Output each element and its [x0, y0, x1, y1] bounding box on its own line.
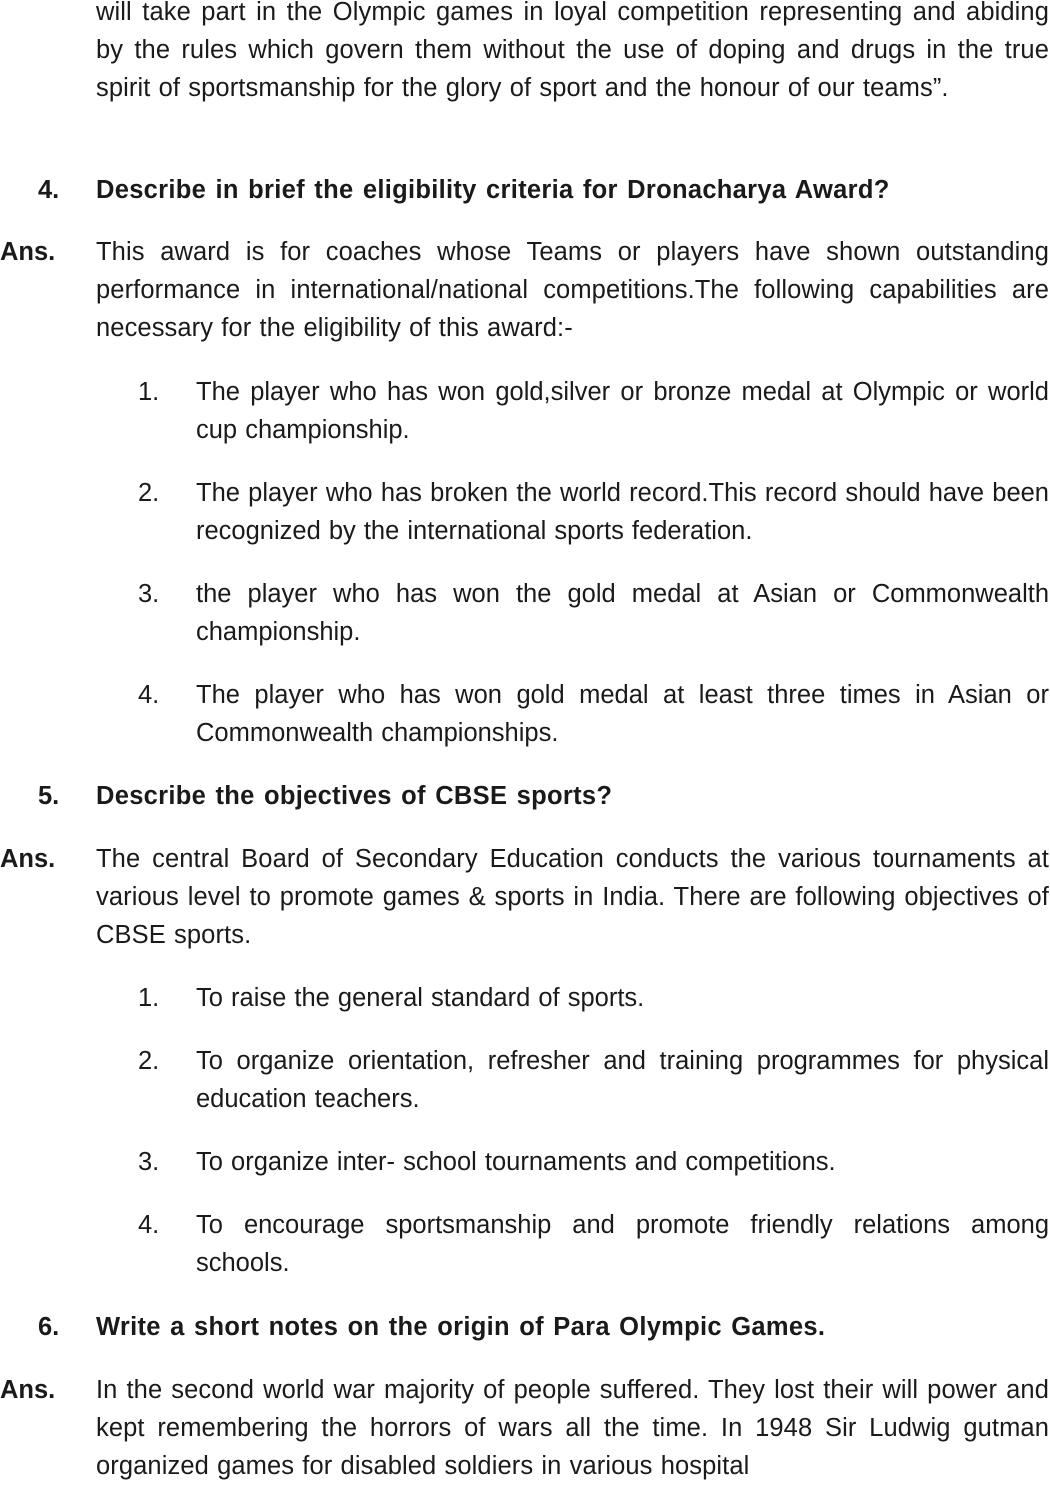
- question-6-number: 6.: [38, 1313, 60, 1341]
- answer-5-item-3-text: To organize inter- school tournaments and competitions.: [196, 1148, 836, 1176]
- answer-4-item-4-text: The player who has won gold medal at least three times in Asian or Commonwealth championships.: [196, 681, 1049, 747]
- answer-5-item-3-number: 3.: [138, 1148, 160, 1176]
- answer-6-label: Ans.: [0, 1376, 56, 1404]
- answer-4-item-3-number: 3.: [138, 580, 160, 608]
- answer-5-label: Ans.: [0, 845, 56, 873]
- answer-5-item-2-number: 2.: [138, 1047, 160, 1075]
- question-6-text: Write a short notes on the origin of Para Olympic Games.: [96, 1313, 826, 1341]
- answer-5-item-1-number: 1.: [138, 984, 160, 1012]
- answer-5-text: The central Board of Secondary Education conducts the various tournaments at various level to promote games & sports in India. There are following objectives of CBSE sports.: [96, 845, 1049, 949]
- question-5-text: Describe the objectives of CBSE sports?: [96, 782, 613, 810]
- question-4-number: 4.: [38, 176, 60, 204]
- answer-4-label: Ans.: [0, 238, 56, 266]
- answer-4-item-1-number: 1.: [138, 378, 160, 406]
- answer-5-item-2-text: To organize orientation, refresher and training programmes for physical education teachers.: [196, 1047, 1049, 1113]
- question-5-number: 5.: [38, 782, 60, 810]
- answer-4-text: This award is for coaches whose Teams or players have shown outstanding performance in international/national competitions.The following capabilities are necessary for the eligibility of this award:-: [96, 238, 1049, 342]
- question-4-text: Describe in brief the eligibility criteria for Dronacharya Award?: [96, 176, 890, 204]
- answer-4-item-2-number: 2.: [138, 479, 160, 507]
- answer-5-item-4-text: To encourage sportsmanship and promote friendly relations among schools.: [196, 1211, 1049, 1277]
- intro-paragraph: will take part in the Olympic games in loyal competition representing and abiding by the rules which govern them without the use of doping and drugs in the true spirit of sportsmanship for the glory of sport and the honour of our teams”.: [96, 0, 1049, 102]
- answer-5-item-4-number: 4.: [138, 1211, 160, 1239]
- answer-4-item-1-text: The player who has won gold,silver or bronze medal at Olympic or world cup championship.: [196, 378, 1049, 444]
- answer-4-item-3-text: the player who has won the gold medal at Asian or Commonwealth championship.: [196, 580, 1049, 646]
- answer-5-item-1-text: To raise the general standard of sports.: [196, 984, 645, 1012]
- answer-4-item-4-number: 4.: [138, 681, 160, 709]
- answer-4-item-2-text: The player who has broken the world record.This record should have been recognized by the international sports federation.: [196, 479, 1049, 545]
- answer-6-text: In the second world war majority of people suffered. They lost their will power and kept remembering the horrors of wars all the time. In 1948 Sir Ludwig gutman organized games for disabled soldiers in various hospital: [96, 1376, 1049, 1480]
